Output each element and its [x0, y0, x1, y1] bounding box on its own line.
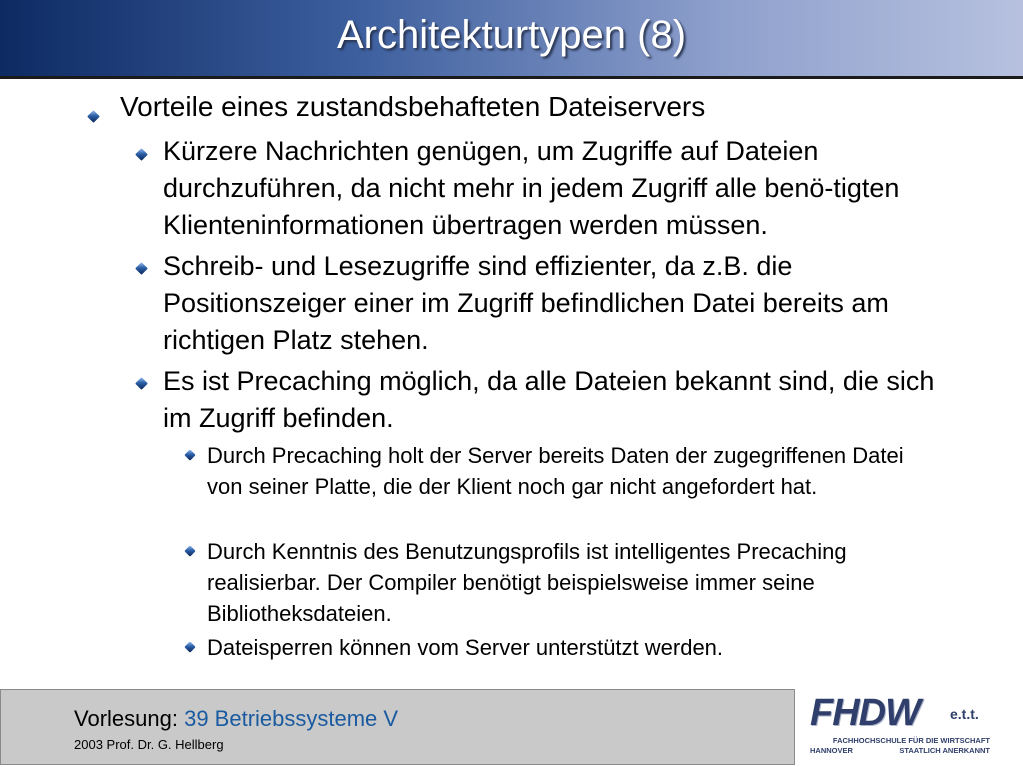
bullet-item-level-1: Vorteile eines zustandsbehafteten Dateiservers	[120, 91, 706, 122]
bullet-icon	[135, 148, 148, 161]
bullet-item-level-3: Durch Precaching holt der Server bereits Daten der zugegriffenen Datei von seiner Platte, die der Klient noch gar nicht angefordert hat.	[207, 443, 904, 499]
fhdw-logo	[810, 692, 990, 764]
bullet-item-level-3: Durch Kenntnis des Benutzungsprofils ist intelligentes Precaching realisierbar. Der Compiler benötigt beispielsweise immer seine Bibliotheksdateien.	[207, 539, 847, 626]
logo-city: HANNOVER	[810, 746, 853, 755]
footer	[0, 689, 795, 765]
bullet-icon	[87, 110, 100, 123]
title-divider	[0, 76, 1023, 79]
logo-suffix: e.t.t.	[950, 706, 979, 722]
footer-lecture	[74, 706, 398, 732]
logo-wordmark: FHDW	[810, 692, 920, 734]
bullet-icon	[135, 377, 148, 390]
bullet-icon	[135, 262, 148, 275]
logo-accreditation: STAATLICH ANERKANNT	[899, 746, 990, 755]
bullet-icon	[184, 449, 195, 460]
bullet-item-level-2: Kürzere Nachrichten genügen, um Zugriffe auf Dateien durchzuführen, da nicht mehr in jedem Zugriff alle benö-tigten Klienteninformationen übertragen werden müssen.	[163, 136, 900, 240]
bullet-icon	[184, 545, 195, 556]
bullet-item-level-3: Dateisperren können vom Server unterstützt werden.	[207, 635, 724, 660]
bullet-item-level-2: Es ist Precaching möglich, da alle Dateien bekannt sind, die sich im Zugriff befinden.	[163, 366, 935, 433]
logo-subline	[810, 746, 990, 755]
course-title: 39 Betriebssysteme V	[184, 706, 399, 731]
bullet-item-level-2: Schreib- und Lesezugriffe sind effizienter, da z.B. die Positionszeiger einer im Zugriff befindlichen Datei bereits am richtigen Platz stehen.	[163, 251, 889, 355]
slide-title: Architekturtypen (8)	[336, 13, 687, 57]
lecture-label: Vorlesung:	[74, 706, 178, 731]
logo-tagline: FACHHOCHSCHULE FÜR DIE WIRTSCHAFT	[832, 736, 990, 745]
footer-author: 2003 Prof. Dr. G. Hellberg	[74, 737, 224, 752]
bullet-icon	[184, 641, 195, 652]
